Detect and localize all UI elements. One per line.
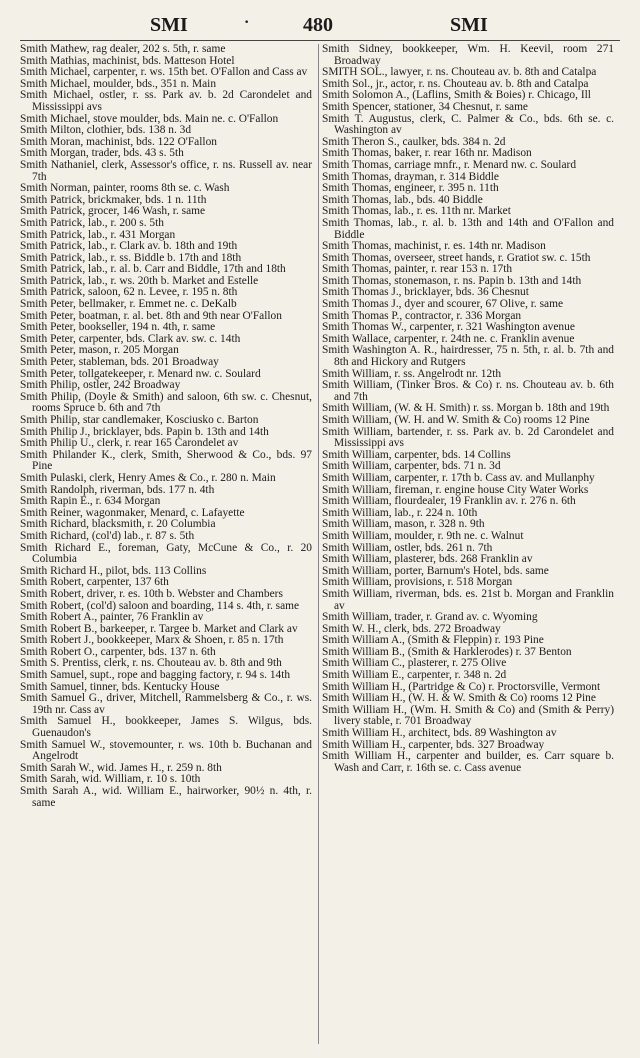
directory-entry: Smith William H., architect, bds. 89 Washington av bbox=[322, 727, 557, 740]
directory-entry: Smith Washington A. R., hairdresser, 75 n. 5th, r. al. b. 7th and 8th and Hickory and Rutgers bbox=[322, 344, 614, 369]
directory-entry: Smith Thomas W., carpenter, r. 321 Washington avenue bbox=[322, 321, 575, 334]
directory-entry: Smith Sarah W., wid. James H., r. 259 n. 8th bbox=[20, 761, 222, 774]
directory-entry: Smith Thomas, engineer, r. 395 n. 11th bbox=[322, 182, 499, 195]
directory-entry: Smith William H., carpenter and builder, es. Carr square b. Wash and Carr, r. 16th se. c. Cass avenue bbox=[322, 750, 614, 774]
directory-entry: Smith Patrick, lab., r. ss. Biddle b. 17th and 18th bbox=[20, 251, 242, 264]
directory-entry: Smith Samuel, supt., rope and bagging factory, r. 94 s. 14th bbox=[20, 669, 291, 682]
directory-entry: Smith William, ostler, bds. 261 n. 7th bbox=[322, 541, 493, 554]
header-right-abbrev: SMI bbox=[450, 14, 488, 36]
directory-entry: Smith Robert, carpenter, 137 6th bbox=[20, 576, 169, 589]
directory-entry: Smith Samuel, tinner, bds. Kentucky House bbox=[20, 680, 220, 693]
directory-entry: Smith William E., carpenter, r. 348 n. 2d bbox=[322, 669, 507, 682]
directory-entry: Smith Randolph, riverman, bds. 177 n. 4th bbox=[20, 483, 215, 496]
directory-entry: Smith Reiner, wagonmaker, Menard, c. Lafayette bbox=[20, 506, 245, 519]
directory-entry: Smith Patrick, lab., r. al. b. Carr and Biddle, 17th and 18th bbox=[20, 263, 286, 276]
directory-entry: Smith Thomas, baker, r. rear 16th nr. Madison bbox=[322, 147, 532, 160]
header-rule bbox=[20, 40, 620, 41]
directory-entry: Smith Moran, machinist, bds. 122 O'Fallon bbox=[20, 135, 217, 148]
directory-entry: Smith Samuel W., stovemounter, r. ws. 10th b. Buchanan and Angelrodt bbox=[20, 738, 312, 763]
page-header bbox=[0, 14, 640, 40]
directory-entry: Smith T. Augustus, clerk, C. Palmer & Co., bds. 6th se. c. Washington av bbox=[322, 112, 614, 137]
directory-entry: Smith William, carpenter, bds. 71 n. 3d bbox=[322, 460, 501, 473]
left-column bbox=[20, 44, 312, 809]
directory-entry: Smith Michael, ostler, r. ss. Park av. b. 2d Carondelet and Mississippi avs bbox=[20, 89, 312, 113]
directory-entry: Smith Richard, (col'd) lab., r. 87 s. 5th bbox=[20, 529, 195, 542]
directory-entry: Smith Spencer, stationer, 34 Chesnut, r. same bbox=[322, 100, 528, 113]
directory-entry: Smith William, plasterer, bds. 268 Franklin av bbox=[322, 553, 533, 566]
directory-entry: Smith Thomas, stonemason, r. ns. Papin b. 13th and 14th bbox=[322, 274, 582, 287]
directory-entry: Smith Michael, stove moulder, bds. Main ne. c. O'Fallon bbox=[20, 112, 279, 125]
directory-entry: Smith Thomas, lab., r. es. 11th nr. Market bbox=[322, 205, 511, 218]
header-dot: · bbox=[244, 14, 250, 31]
directory-entry: Smith Michael, moulder, bds., 351 n. Main bbox=[20, 77, 217, 90]
directory-entry: Smith William, fireman, r. engine house City Water Works bbox=[322, 483, 589, 496]
directory-entry: Smith Morgan, trader, bds. 43 s. 5th bbox=[20, 147, 184, 160]
directory-entry: Smith Wallace, carpenter, r. 24th ne. c. Franklin avenue bbox=[322, 332, 575, 345]
directory-entry: Smith William, trader, r. Grand av. c. Wyoming bbox=[322, 611, 538, 624]
right-column bbox=[322, 44, 614, 774]
directory-entry: Smith Theron S., caulker, bds. 384 n. 2d bbox=[322, 135, 506, 148]
directory-entry: Smith Patrick, lab., r. 200 s. 5th bbox=[20, 216, 164, 229]
directory-entry: Smith William, mason, r. 328 n. 9th bbox=[322, 518, 485, 531]
directory-entry: Smith Patrick, grocer, 146 Wash, r. same bbox=[20, 205, 206, 218]
directory-entry: Smith Thomas, drayman, r. 314 Biddle bbox=[322, 170, 499, 183]
directory-entry: Smith Patrick, saloon, 62 n. Levee, r. 195 n. 8th bbox=[20, 286, 238, 299]
directory-entry: Smith William, (W. H. and W. Smith & Co) rooms 12 Pine bbox=[322, 414, 590, 426]
directory-entry: Smith Robert, (col'd) saloon and boarding, 114 s. 4th, r. same bbox=[20, 599, 300, 612]
directory-entry: Smith Peter, bellmaker, r. Emmet ne. c. DeKalb bbox=[20, 298, 237, 311]
directory-entry: Smith William H., carpenter, bds. 327 Broadway bbox=[322, 738, 545, 751]
directory-entry: Smith Sol., jr., actor, r. ns. Chouteau av. b. 8th and Catalpa bbox=[322, 77, 589, 90]
directory-entry: Smith S. Prentiss, clerk, r. ns. Chouteau av. b. 8th and 9th bbox=[20, 657, 282, 670]
directory-entry: Smith William H., (W. H. & W. Smith & Co) rooms 12 Pine bbox=[322, 692, 596, 705]
directory-entry: Smith Thomas, machinist, r. es. 14th nr. Madison bbox=[322, 240, 546, 253]
directory-entry: Smith Robert B., barkeeper, r. Targee b. Market and Clark av bbox=[20, 622, 298, 635]
directory-entry: Smith Thomas, lab., bds. 40 Biddle bbox=[322, 193, 483, 206]
directory-entry: Smith William, porter, Barnum's Hotel, bds. same bbox=[322, 564, 549, 577]
directory-entry: Smith Milton, clothier, bds. 138 n. 3d bbox=[20, 124, 192, 137]
directory-entry: Smith William, moulder, r. 9th ne. c. Walnut bbox=[322, 529, 524, 542]
directory-entry: Smith William, riverman, bds. es. 21st b. Morgan and Franklin av bbox=[322, 587, 614, 612]
directory-entry: Smith Samuel G., driver, Mitchell, Rammelsberg & Co., r. ws. 19th nr. Cass av bbox=[20, 692, 312, 716]
page-number: 480 bbox=[303, 14, 333, 36]
directory-entry: Smith Peter, carpenter, bds. Clark av. sw. c. 14th bbox=[20, 332, 241, 345]
directory-entry: Smith Patrick, brickmaker, bds. 1 n. 11th bbox=[20, 193, 207, 206]
directory-entry: Smith Patrick, lab., r. ws. 20th b. Market and Estelle bbox=[20, 274, 259, 287]
directory-entry: Smith Norman, painter, rooms 8th se. c. Wash bbox=[20, 182, 230, 195]
directory-entry: Smith Patrick, lab., r. 431 Morgan bbox=[20, 228, 176, 241]
directory-entry: Smith Robert, driver, r. es. 10th b. Webster and Chambers bbox=[20, 587, 283, 600]
directory-entry: Smith Rapin E., r. 634 Morgan bbox=[20, 495, 161, 508]
directory-entry: Smith Thomas, overseer, street hands, r. Gratiot sw. c. 15th bbox=[322, 251, 591, 264]
directory-entry: Smith William, provisions, r. 518 Morgan bbox=[322, 576, 513, 589]
directory-entry: Smith Thomas, carriage mnfr., r. Menard nw. c. Soulard bbox=[322, 158, 577, 171]
directory-entry: Smith Philip, (Doyle & Smith) and saloon, 6th sw. c. Chesnut, rooms Spruce b. 6th and 7th bbox=[20, 390, 312, 415]
directory-entry: Smith Philip J., bricklayer, bds. Papin b. 13th and 14th bbox=[20, 425, 269, 438]
directory-entry: Smith Thomas, lab., r. al. b. 13th and 14th and O'Fallon and Biddle bbox=[322, 216, 614, 241]
directory-entry: Smith Philander K., clerk, Smith, Sherwood & Co., bds. 97 Pine bbox=[20, 448, 312, 473]
column-divider bbox=[318, 44, 319, 1044]
directory-entry: Smith William B., (Smith & Harklerodes) r. 37 Benton bbox=[322, 645, 572, 658]
directory-entry: Smith Philip, star candlemaker, Kosciusko c. Barton bbox=[20, 414, 259, 426]
directory-entry: Smith Peter, boatman, r. al. bet. 8th and 9th near O'Fallon bbox=[20, 309, 282, 322]
directory-entry: Smith Richard E., foreman, Gaty, McCune & Co., r. 20 Columbia bbox=[20, 541, 312, 566]
directory-entry: Smith William, flourdealer, 19 Franklin av. r. 276 n. 6th bbox=[322, 495, 576, 508]
directory-entry: Smith Peter, mason, r. 205 Morgan bbox=[20, 344, 179, 357]
directory-entry: Smith Richard, blacksmith, r. 20 Columbia bbox=[20, 518, 216, 531]
directory-entry: Smith Pulaski, clerk, Henry Ames & Co., r. 280 n. Main bbox=[20, 471, 276, 484]
directory-entry: Smith William H., (Partridge & Co) r. Proctorsville, Vermont bbox=[322, 680, 601, 693]
directory-entry: Smith Mathew, rag dealer, 202 s. 5th, r. same bbox=[20, 43, 226, 55]
directory-entry: Smith Robert A., painter, 76 Franklin av bbox=[20, 611, 204, 624]
directory-entry: Smith William, (W. & H. Smith) r. ss. Morgan b. 18th and 19th bbox=[322, 402, 610, 415]
directory-entry: Smith Sarah A., wid. William E., hairworker, 90½ n. 4th, r. same bbox=[20, 785, 312, 809]
directory-entry: Smith Thomas J., bricklayer, bds. 36 Chesnut bbox=[322, 286, 529, 299]
directory-entry: Smith William, (Tinker Bros. & Co) r. ns. Chouteau av. b. 6th and 7th bbox=[322, 379, 614, 403]
directory-entry: Smith William C., plasterer, r. 275 Olive bbox=[322, 657, 507, 670]
directory-entry: Smith William, lab., r. 224 n. 10th bbox=[322, 506, 478, 519]
directory-entry: Smith Mathias, machinist, bds. Matteson Hotel bbox=[20, 54, 235, 67]
directory-entry: Smith Robert O., carpenter, bds. 137 n. 6th bbox=[20, 645, 216, 658]
directory-entry: Smith W. H., clerk, bds. 272 Broadway bbox=[322, 622, 501, 635]
directory-entry: Smith Peter, stableman, bds. 201 Broadway bbox=[20, 356, 219, 369]
directory-entry: Smith Sidney, bookkeeper, Wm. H. Keevil, room 271 Broadway bbox=[322, 43, 614, 67]
directory-entry: Smith Thomas P., contractor, r. 336 Morgan bbox=[322, 309, 522, 322]
directory-entry: Smith Philip U., clerk, r. rear 165 Carondelet av bbox=[20, 437, 239, 450]
directory-entry: Smith Peter, tollgatekeeper, r. Menard nw. c. Soulard bbox=[20, 367, 261, 380]
directory-entry: Smith William, carpenter, bds. 14 Collins bbox=[322, 448, 511, 461]
directory-entry: Smith Robert J., bookkeeper, Marx & Shoen, r. 85 n. 17th bbox=[20, 634, 284, 647]
directory-entry: Smith Richard H., pilot, bds. 113 Collins bbox=[20, 564, 207, 577]
directory-entry: Smith William, carpenter, r. 17th b. Cass av. and Mullanphy bbox=[322, 471, 595, 484]
directory-entry: Smith William, r. ss. Angelrodt nr. 12th bbox=[322, 367, 502, 380]
directory-entry: Smith Thomas, painter, r. rear 153 n. 17th bbox=[322, 263, 513, 276]
directory-entry: Smith William H., (Wm. H. Smith & Co) and (Smith & Perry) livery stable, r. 701 Broadway bbox=[322, 703, 614, 728]
directory-entry: Smith Nathaniel, clerk, Assessor's office, r. ns. Russell av. near 7th bbox=[20, 158, 312, 183]
directory-entry: Smith Thomas J., dyer and scourer, 67 Olive, r. same bbox=[322, 298, 564, 311]
directory-entry: Smith Peter, bookseller, 194 n. 4th, r. same bbox=[20, 321, 216, 334]
directory-entry: Smith William, bartender, r. ss. Park av. b. 2d Carondelet and Mississippi avs bbox=[322, 425, 614, 450]
directory-entry: Smith Sarah, wid. William, r. 10 s. 10th bbox=[20, 773, 201, 786]
directory-entry: Smith Michael, carpenter, r. ws. 15th bet. O'Fallon and Cass av bbox=[20, 66, 308, 79]
directory-entry: Smith Patrick, lab., r. Clark av. b. 18th and 19th bbox=[20, 240, 238, 253]
directory-entry: Smith Philip, ostler, 242 Broadway bbox=[20, 379, 181, 392]
directory-entry: Smith William A., (Smith & Fleppin) r. 193 Pine bbox=[322, 634, 544, 647]
directory-entry: Smith Samuel H., bookkeeper, James S. Wilgus, bds. Guenaudon's bbox=[20, 715, 312, 740]
header-left-abbrev: SMI bbox=[150, 14, 188, 36]
directory-entry: Smith Solomon A., (Laflins, Smith & Boies) r. Chicago, Ill bbox=[322, 89, 591, 102]
directory-entry: SMITH SOL., lawyer, r. ns. Chouteau av. b. 8th and Catalpa bbox=[322, 66, 597, 79]
